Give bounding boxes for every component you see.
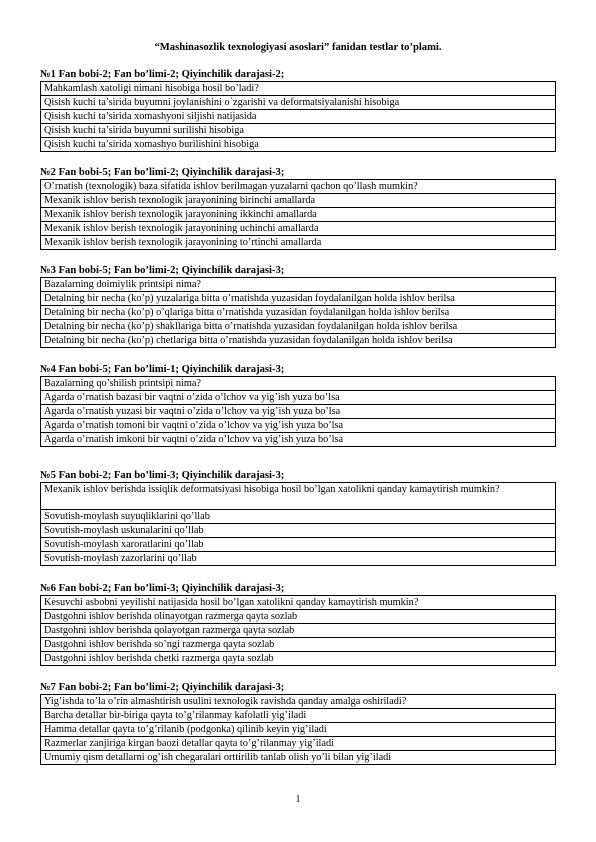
answer-option: Detalning bir necha (ko’p) chetlariga bitta o’rnatishda yuzasidan foydalanilgan holda ishlov berilsa bbox=[41, 334, 556, 348]
answer-option: Mexanik ishlov berish texnologik jarayonining birinchi amallarda bbox=[41, 194, 556, 208]
answers-table bbox=[40, 376, 556, 447]
table-row bbox=[41, 96, 556, 110]
table-row bbox=[41, 483, 556, 510]
answer-option: Qisish kuchi ta’sirida buyumni joylanishini o`zgarishi va deformatsiyalanishi hisobiga bbox=[41, 96, 556, 110]
question-header: №4 Fan bobi-5; Fan bo’limi-1; Qiyinchilik darajasi-3; bbox=[40, 364, 285, 375]
table-row bbox=[41, 610, 556, 624]
table-row bbox=[41, 278, 556, 292]
table-row bbox=[41, 624, 556, 638]
question-block-1 bbox=[40, 69, 556, 152]
answer-option: Razmerlar zanjiriga kirgan baozi detallar qayta to’g’rilanmay yig’iladi bbox=[41, 737, 556, 751]
answer-option: Mexanik ishlov berish texnologik jarayonining uchinchi amallarda bbox=[41, 222, 556, 236]
table-row bbox=[41, 82, 556, 96]
question-block-2 bbox=[40, 167, 556, 250]
question-block-3 bbox=[40, 265, 556, 348]
answers-table bbox=[40, 694, 556, 765]
answers-table bbox=[40, 482, 556, 566]
table-row bbox=[41, 737, 556, 751]
table-row bbox=[41, 138, 556, 152]
document-title: “Mashinasozlik texnologiyasi asoslari” fanidan testlar to’plami. bbox=[154, 42, 442, 53]
question-header: №2 Fan bobi-5; Fan bo’limi-2; Qiyinchilik darajasi-3; bbox=[40, 167, 285, 178]
answers-table bbox=[40, 179, 556, 250]
table-row bbox=[41, 334, 556, 348]
answer-option: Sovutish-moylash xaroratlarini qo’llab bbox=[41, 538, 556, 552]
question-text: O’rnatish (texnologik) baza sifatida ishlov berilmagan yuzalarni qachon qo’llash mumkin? bbox=[41, 180, 556, 194]
table-row bbox=[41, 236, 556, 250]
table-row bbox=[41, 419, 556, 433]
table-row bbox=[41, 709, 556, 723]
answers-table bbox=[40, 277, 556, 348]
table-row bbox=[41, 180, 556, 194]
question-block-7 bbox=[40, 682, 556, 765]
answer-option: Qisish kuchi ta’sirida xomashyo burilishini hisobiga bbox=[41, 138, 556, 152]
answer-option: Sovutish-moylash suyuqliklarini qo’llab bbox=[41, 510, 556, 524]
question-block-4 bbox=[40, 364, 556, 447]
table-row bbox=[41, 652, 556, 666]
question-block-5 bbox=[40, 470, 556, 566]
question-text: Kesuvchi asbobni yeyilishi natijasida hosil bo’lgan xatolikni qanday kamaytirish mumkin? bbox=[41, 596, 556, 610]
table-row bbox=[41, 208, 556, 222]
question-header: №6 Fan bobi-2; Fan bo’limi-3; Qiyinchilik darajasi-3; bbox=[40, 583, 285, 594]
question-text: Bazalarning doimiylik printsipi nima? bbox=[41, 278, 556, 292]
answers-table bbox=[40, 81, 556, 152]
answer-option: Dastgohni ishlov berishda chetki razmerga qayta sozlab bbox=[41, 652, 556, 666]
answer-option: Qisish kuchi ta’sirida xomashyoni siljishi natijasida bbox=[41, 110, 556, 124]
table-row bbox=[41, 320, 556, 334]
table-row bbox=[41, 124, 556, 138]
answer-option: Dastgohni ishlov berishda olinayotgan razmerga qayta sozlab bbox=[41, 610, 556, 624]
answer-option: Detalning bir necha (ko’p) shakllariga bitta o’rnatishda yuzasidan foydalanilgan holda ishlov berilsa bbox=[41, 320, 556, 334]
table-row bbox=[41, 433, 556, 447]
question-header: №7 Fan bobi-2; Fan bo’limi-2; Qiyinchilik darajasi-3; bbox=[40, 682, 285, 693]
answer-option: Sovutish-moylash zazorlarini qo’llab bbox=[41, 552, 556, 566]
answer-option: Qisish kuchi ta’sirida buyumni surilishi hisobiga bbox=[41, 124, 556, 138]
answer-option: Hamma detallar qayta to’g’rilanib (podgonka) qilinib keyin yig’iladi bbox=[41, 723, 556, 737]
table-row bbox=[41, 751, 556, 765]
table-row bbox=[41, 194, 556, 208]
question-text: Bazalarning qo’shilish printsipi nima? bbox=[41, 377, 556, 391]
answer-option: Umumiy qism detallarni og’ish chegaralari orttirilib tanlab olish yo’li bilan yig’iladi bbox=[41, 751, 556, 765]
answer-option: Dastgohni ishlov berishda so’ngi razmerga qayta sozlab bbox=[41, 638, 556, 652]
answer-option: Dastgohni ishlov berishda qolayotgan razmerga qayta sozlab bbox=[41, 624, 556, 638]
table-row bbox=[41, 723, 556, 737]
table-row bbox=[41, 538, 556, 552]
question-text: Yig’ishda to’la o’rin almashtirish usulini texnologik ravishda qanday amalga oshiriladi? bbox=[41, 695, 556, 709]
answer-option: Barcha detallar bir-biriga qayta to’g’rilanmay kafolatli yig’iladi bbox=[41, 709, 556, 723]
answer-option: Detalning bir necha (ko’p) o’qlariga bitta o’rnatishda yuzasidan foydalanilgan holda ishlov berilsa bbox=[41, 306, 556, 320]
answer-option: Mexanik ishlov berish texnologik jarayonining to’rtinchi amallarda bbox=[41, 236, 556, 250]
answer-option: Agarda o’rnatish yuzasi bir vaqtni o’zida o’lchov va yig’ish yuza bo’lsa bbox=[41, 405, 556, 419]
answer-option: Sovutish-moylash uskunalarini qo’llab bbox=[41, 524, 556, 538]
answers-table bbox=[40, 595, 556, 666]
table-row bbox=[41, 391, 556, 405]
table-row bbox=[41, 638, 556, 652]
question-header: №3 Fan bobi-5; Fan bo’limi-2; Qiyinchilik darajasi-3; bbox=[40, 265, 285, 276]
table-row bbox=[41, 306, 556, 320]
answer-option: Agarda o’rnatish imkoni bir vaqtni o’zida o’lchov va yig’ish yuza bo’lsa bbox=[41, 433, 556, 447]
table-row bbox=[41, 222, 556, 236]
question-text: Mexanik ishlov berishda issiqlik deformatsiyasi hisobiga hosil bo’lgan xatolikni qanday kamaytirish mumkin? bbox=[41, 483, 556, 510]
question-header: №5 Fan bobi-2; Fan bo’limi-3; Qiyinchilik darajasi-3; bbox=[40, 470, 285, 481]
answer-option: Detalning bir necha (ko’p) yuzalariga bitta o’rnatishda yuzasidan foydalanilgan holda ishlov berilsa bbox=[41, 292, 556, 306]
page-number: 1 bbox=[295, 794, 301, 805]
question-block-6 bbox=[40, 583, 556, 666]
question-text: Mahkamlash xatoligi nimani hisobiga hosil bo’ladi? bbox=[41, 82, 556, 96]
table-row bbox=[41, 510, 556, 524]
table-row bbox=[41, 552, 556, 566]
answer-option: Agarda o’rnatish tomoni bir vaqtni o’zida o’lchov va yig’ish yuza bo’lsa bbox=[41, 419, 556, 433]
table-row bbox=[41, 377, 556, 391]
answer-option: Mexanik ishlov berish texnologik jarayonining ikkinchi amallarda bbox=[41, 208, 556, 222]
table-row bbox=[41, 292, 556, 306]
table-row bbox=[41, 524, 556, 538]
table-row bbox=[41, 405, 556, 419]
table-row bbox=[41, 596, 556, 610]
table-row bbox=[41, 695, 556, 709]
question-header: №1 Fan bobi-2; Fan bo’limi-2; Qiyinchilik darajasi-2; bbox=[40, 69, 285, 80]
table-row bbox=[41, 110, 556, 124]
answer-option: Agarda o’rnatish bazasi bir vaqtni o’zida o’lchov va yig’ish yuza bo’lsa bbox=[41, 391, 556, 405]
